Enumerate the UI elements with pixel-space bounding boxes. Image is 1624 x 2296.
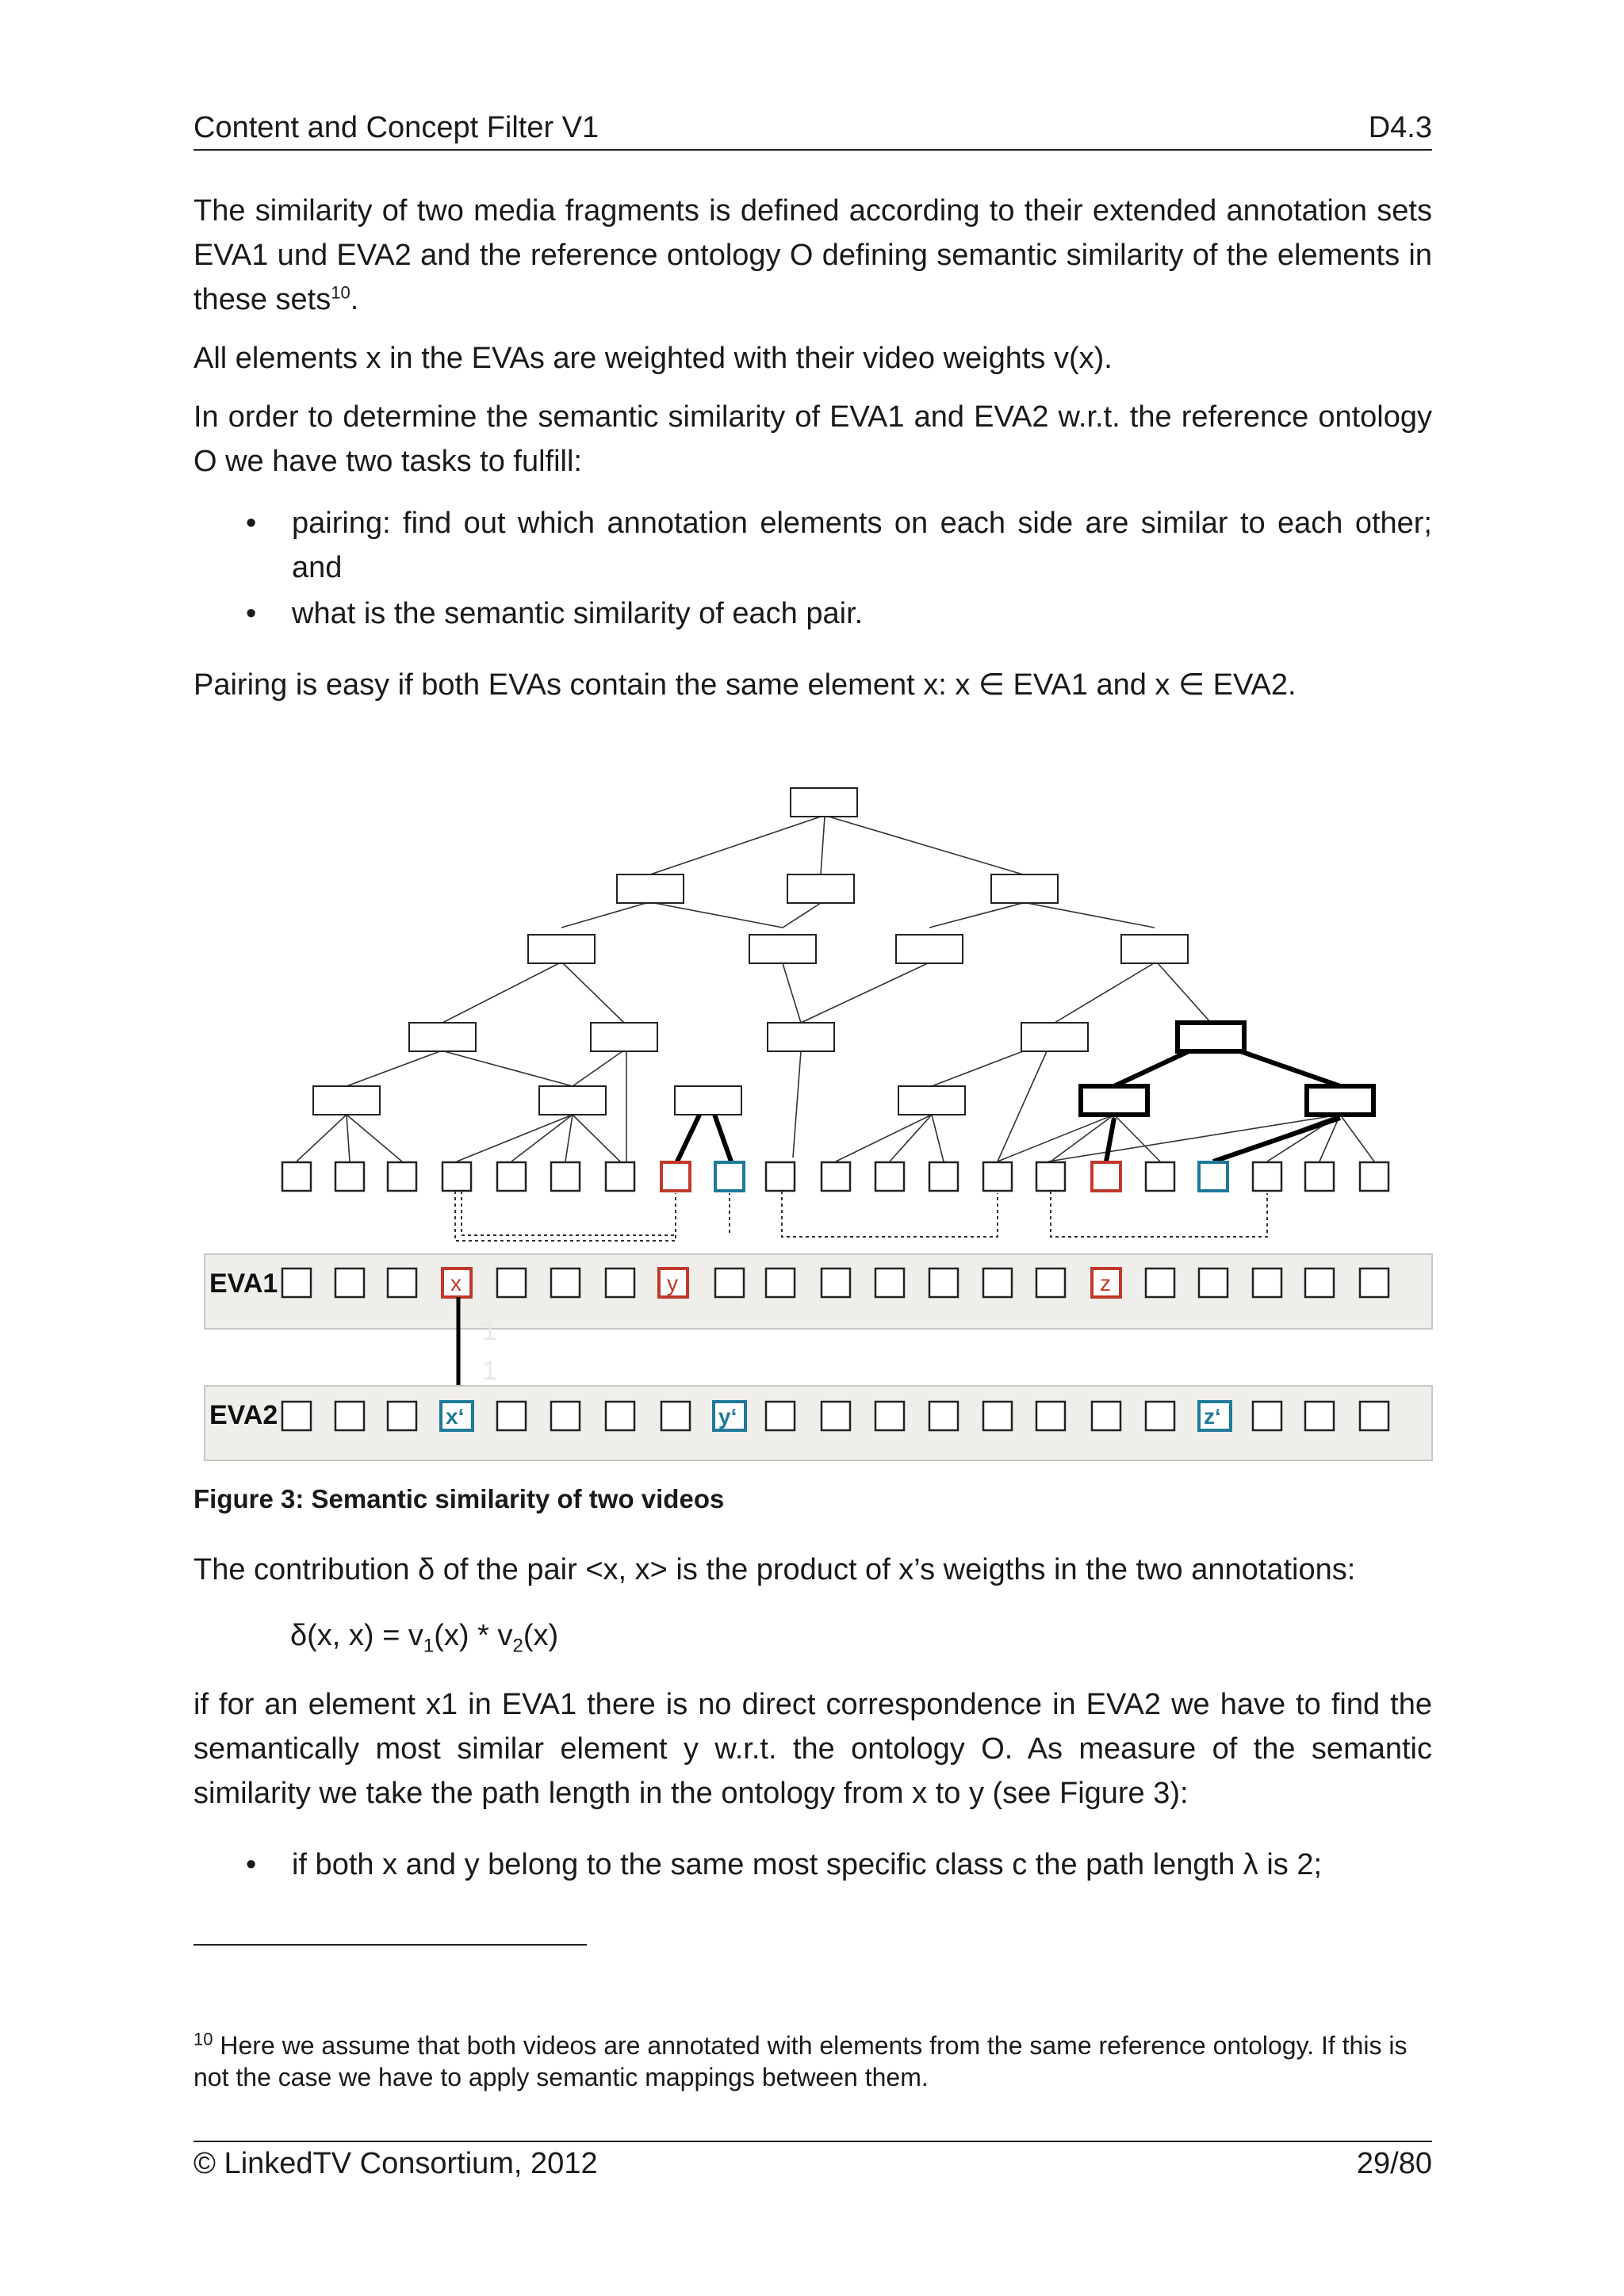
faint-mark: 1 [482, 1356, 497, 1386]
list-item-text: pairing: find out which annotation elements on each side are similar to each other; and [292, 507, 1432, 584]
list-item-text: if both x and y belong to the same most specific class c the path length λ is 2; [292, 1848, 1323, 1881]
formula-lhs: δ(x, x) = v [290, 1619, 423, 1652]
header-doc-id: D4.3 [1368, 111, 1432, 144]
list-item-text: what is the semantic similarity of each pair. [292, 597, 864, 630]
eva1-z-label: z [1100, 1271, 1111, 1295]
footnote-number: 10 [193, 2029, 213, 2049]
footnote-divider [193, 1944, 587, 1946]
eva2-label: EVA2 [209, 1400, 278, 1430]
rule-list [193, 1843, 1432, 1887]
eva2-z-label: z‘ [1204, 1404, 1221, 1429]
footnote-ref[interactable]: 10 [331, 282, 350, 303]
eva1-boxes [282, 1269, 1388, 1297]
faint-mark: 1 [482, 1316, 497, 1346]
paragraph-path-length: if for an element x1 in EVA1 there is no direct correspondence in EVA2 we have to find the semantically most similar element y w.r.t. the ontology O. As measure of the semantic similarity we take the path length in the ontology from x to y (see Figure 3): [193, 1688, 1432, 1810]
list-item [193, 501, 1432, 590]
formula-sub2: 2 [512, 1635, 523, 1657]
footnote-text: Here we assume that both videos are annotated with elements from the same reference ontology. If this is not the case we have to apply semantic mappings between them. [193, 2031, 1408, 2091]
footnote [193, 2030, 1432, 2093]
formula-end: (x) [523, 1619, 559, 1652]
eva1-label: EVA1 [209, 1269, 278, 1299]
page-footer [193, 2141, 1432, 2180]
bullet-icon: • [246, 1848, 257, 1881]
eva2-y-label: y‘ [718, 1404, 737, 1429]
footer-copyright: © LinkedTV Consortium, 2012 [193, 2147, 598, 2180]
eva2-x-label: x‘ [446, 1404, 465, 1429]
ontology-nodes [313, 788, 1373, 1115]
list-item [193, 591, 1432, 636]
header-title: Content and Concept Filter V1 [193, 111, 599, 144]
ontology-edges [297, 817, 1374, 1161]
ontology-figure [0, 761, 1624, 1475]
paragraph-intro [193, 189, 1432, 322]
formula-sub1: 1 [423, 1635, 435, 1657]
page-header [193, 111, 1432, 151]
paragraph-tasks: In order to determine the semantic similarity of EVA1 and EVA2 w.r.t. the reference ontology O we have two tasks to fulfill: [193, 400, 1432, 478]
paragraph-intro-end: . [350, 283, 359, 316]
eva1-x-label: x [450, 1271, 462, 1295]
dashed-links [455, 1191, 1267, 1241]
bullet-icon: • [246, 597, 257, 630]
list-item [193, 1843, 1432, 1887]
ontology-leaves [282, 1162, 1388, 1191]
formula-mid: (x) * v [434, 1619, 513, 1652]
paragraph-contribution: The contribution δ of the pair <x, x> is the product of x’s weigths in the two annotations: [193, 1553, 1356, 1586]
page-number: 29/80 [1356, 2147, 1432, 2180]
formula [290, 1619, 559, 1657]
paragraph-pairing: Pairing is easy if both EVAs contain the same element x: x ∈ EVA1 and x ∈ EVA2. [193, 668, 1297, 702]
paragraph-intro-text: The similarity of two media fragments is defined according to their extended annotation sets EVA1 und EVA2 and the reference ontology O defining semantic similarity of the elements in these sets [193, 194, 1432, 316]
eva1-y-label: y [667, 1271, 678, 1295]
paragraph-weights: All elements x in the EVAs are weighted with their video weights v(x). [193, 342, 1113, 375]
figure-caption: Figure 3: Semantic similarity of two videos [193, 1484, 725, 1513]
task-list [193, 501, 1432, 636]
similarity-path [677, 1041, 1340, 1161]
bullet-icon: • [246, 507, 257, 540]
